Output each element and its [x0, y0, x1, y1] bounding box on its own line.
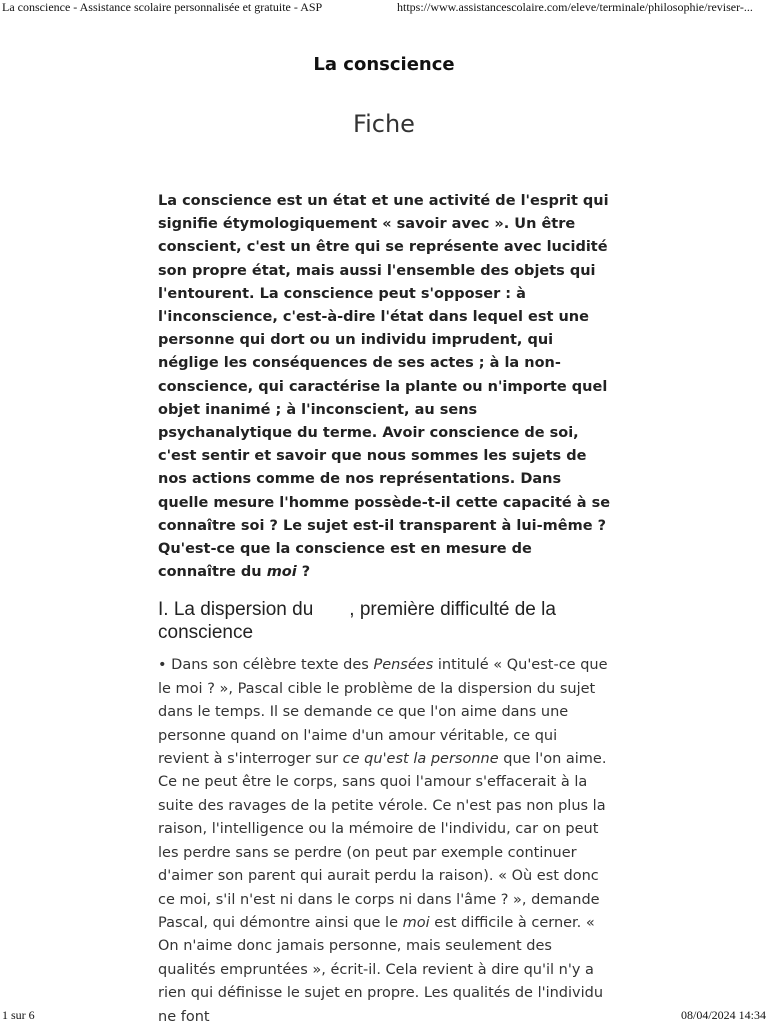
paragraph-text: • Dans son célèbre texte des — [158, 657, 374, 674]
paragraph-italic: moi — [402, 914, 430, 931]
page-title: La conscience — [313, 54, 455, 75]
intro-paragraph — [158, 190, 612, 584]
print-footer-datetime: 08/04/2024 14:34 — [680, 1008, 766, 1022]
print-header-title: La conscience - Assistance scolaire personnalisée et gratuite - ASP — [2, 0, 323, 14]
intro-text: La conscience est un état et une activité de l'esprit qui signifie étymologiquement « savoir avec ». Un être conscient, c'est un être qui se représente avec lucidité son propre état, mais aussi l'ensemble des objets qui l'entourent. La conscience peut s'opposer : à l'inconscience, c'est-à-dire l'état dans lequel est une personne qui dort ou un individu imprudent, qui néglige les conséquences de ses actes ; à la non-conscience, qui caractérise la plante ou n'importe quel objet inanimé ; à l'inconscient, au sens psychanalytique du terme. Avoir conscience de soi, c'est sentir et savoir que nous sommes les sujets de nos actions comme de nos représentations. Dans quelle mesure l'homme possède-t-il cette capacité à se connaître soi ? Le sujet est-il transparent à lui-même ? Qu'est-ce que la conscience est en mesure de connaître du — [158, 193, 611, 581]
section-1-heading — [158, 598, 612, 644]
article-content — [158, 190, 612, 1029]
intro-italic-word: moi — [266, 564, 297, 581]
page-kind-label: Fiche — [353, 110, 415, 138]
paragraph-text: intitulé « Qu'est-ce que le moi ? », Pascal cible le problème de la dispersion du sujet dans le temps. Il se demande ce que l'on aime dans une personne quand on l'aime d'un amour véritable, ce qui revient à s'interroger sur — [158, 657, 608, 768]
section-1-heading-part-2: , première difficulté de la conscience — [158, 599, 556, 644]
paragraph-text: que l'on aime. Ce ne peut être le corps, sans quoi l'amour s'effacerait à la suite des ravages de la petite vérole. Ce n'est pas non plus la raison, l'intelligence ou la mémoire de l'individu, car on peut les perdre sans se perdre (on peut par exemple continuer d'aimer son parent qui aurait perdu la raison). « Où est donc ce moi, s'il n'est ni dans le corps ni dans l'âme ? », demande Pascal, qui démontre ainsi que le — [158, 751, 607, 931]
paragraph-italic: Pensées — [373, 657, 434, 674]
section-1-heading-part-1: I. La dispersion du — [158, 599, 314, 621]
print-footer-page-count: 1 sur 6 — [2, 1008, 35, 1022]
intro-text-end: ? — [296, 564, 311, 581]
section-1-paragraph — [158, 654, 612, 1029]
paragraph-text: est difficile à cerner. « On n'aime donc jamais personne, mais seulement des qualités empruntées », écrit-il. Cela revient à dire qu'il n'y a rien qui définisse le sujet en propre. Les qualités de l'individu ne font — [158, 914, 604, 1025]
print-header-url: https://www.assistancescolaire.com/eleve/terminale/philosophie/reviser-... — [397, 0, 753, 14]
paragraph-italic: ce qu'est la personne — [342, 751, 499, 768]
